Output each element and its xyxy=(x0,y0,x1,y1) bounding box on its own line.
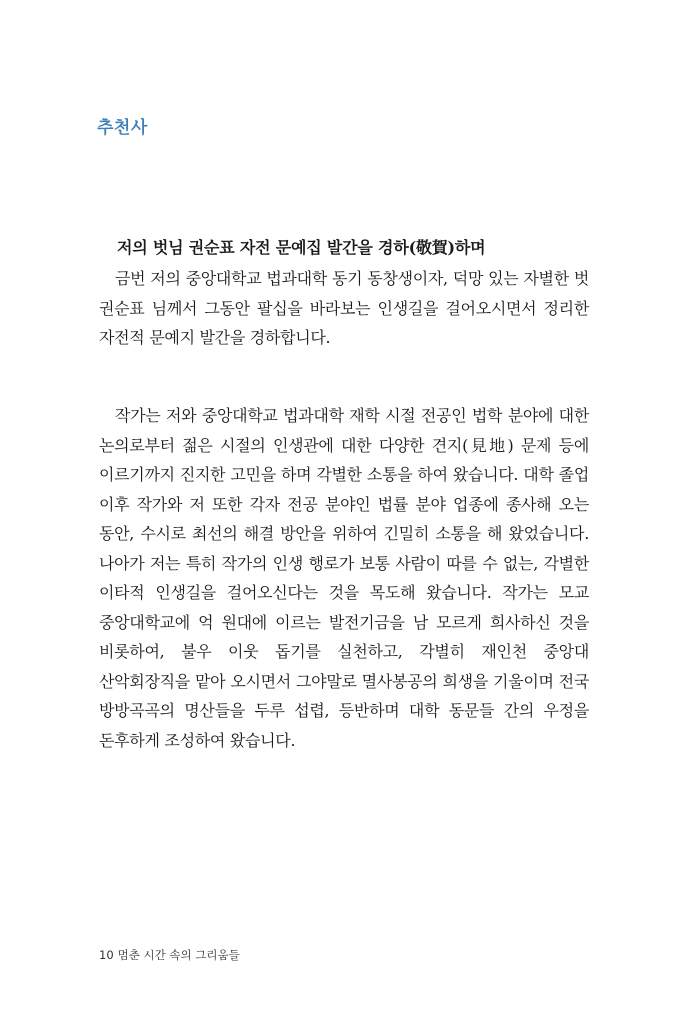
article-title: 저의 벗님 권순표 자전 문예집 발간을 경하(敬賀)하며 xyxy=(117,238,486,257)
body-paragraph-2 xyxy=(99,401,589,755)
page-footer xyxy=(99,947,240,963)
paragraph-2-text: 작가는 저와 중앙대학교 법과대학 재학 시절 전공인 법학 분야에 대한 논의로부터 젊은 시절의 인생관에 대한 다양한 견지(見地) 문제 등에 이르기까지 진지한 고민을 하며 각별한 소통을 하여 왔습니다. 대학 졸업 이후 작가와 저 또한 각자 전공 분야인 법률 분야 업종에 종사해 오는 동안, 수시로 최선의 해결 방안을 위하여 긴밀히 소통을 해 왔었습니다. 나아가 저는 특히 작가의 인생 행로가 보통 사람이 따를 수 없는, 각별한 이타적 인생길을 걸어오신다는 것을 목도해 왔습니다. 작가는 모교 중앙대학교에 억 원대에 이르는 발전기금을 남 모르게 희사하신 것을 비롯하여, 불우 이웃 돕기를 실천하고, 각별히 재인천 중앙대 산악회장직을 맡아 오시면서 그야말로 멸사봉공의 희생을 기울이며 전국 방방곡곡의 명산들을 두루 섭렵, 등반하며 대학 동문들 간의 우정을 돈후하게 조성하여 왔습니다. xyxy=(99,406,589,750)
paragraph-1-text: 금번 저의 중앙대학교 법과대학 동기 동창생이자, 덕망 있는 자별한 벗 권순표 님께서 그동안 팔십을 바라보는 인생길을 걸어오시면서 정리한 자전적 문예지 발간을 경하합니다. xyxy=(99,269,589,347)
body-paragraph-1 xyxy=(99,264,589,353)
running-book-title: 멈춘 시간 속의 그리움들 xyxy=(117,948,240,962)
section-label: 추천사 xyxy=(97,118,148,138)
page-number: 10 xyxy=(99,948,114,962)
